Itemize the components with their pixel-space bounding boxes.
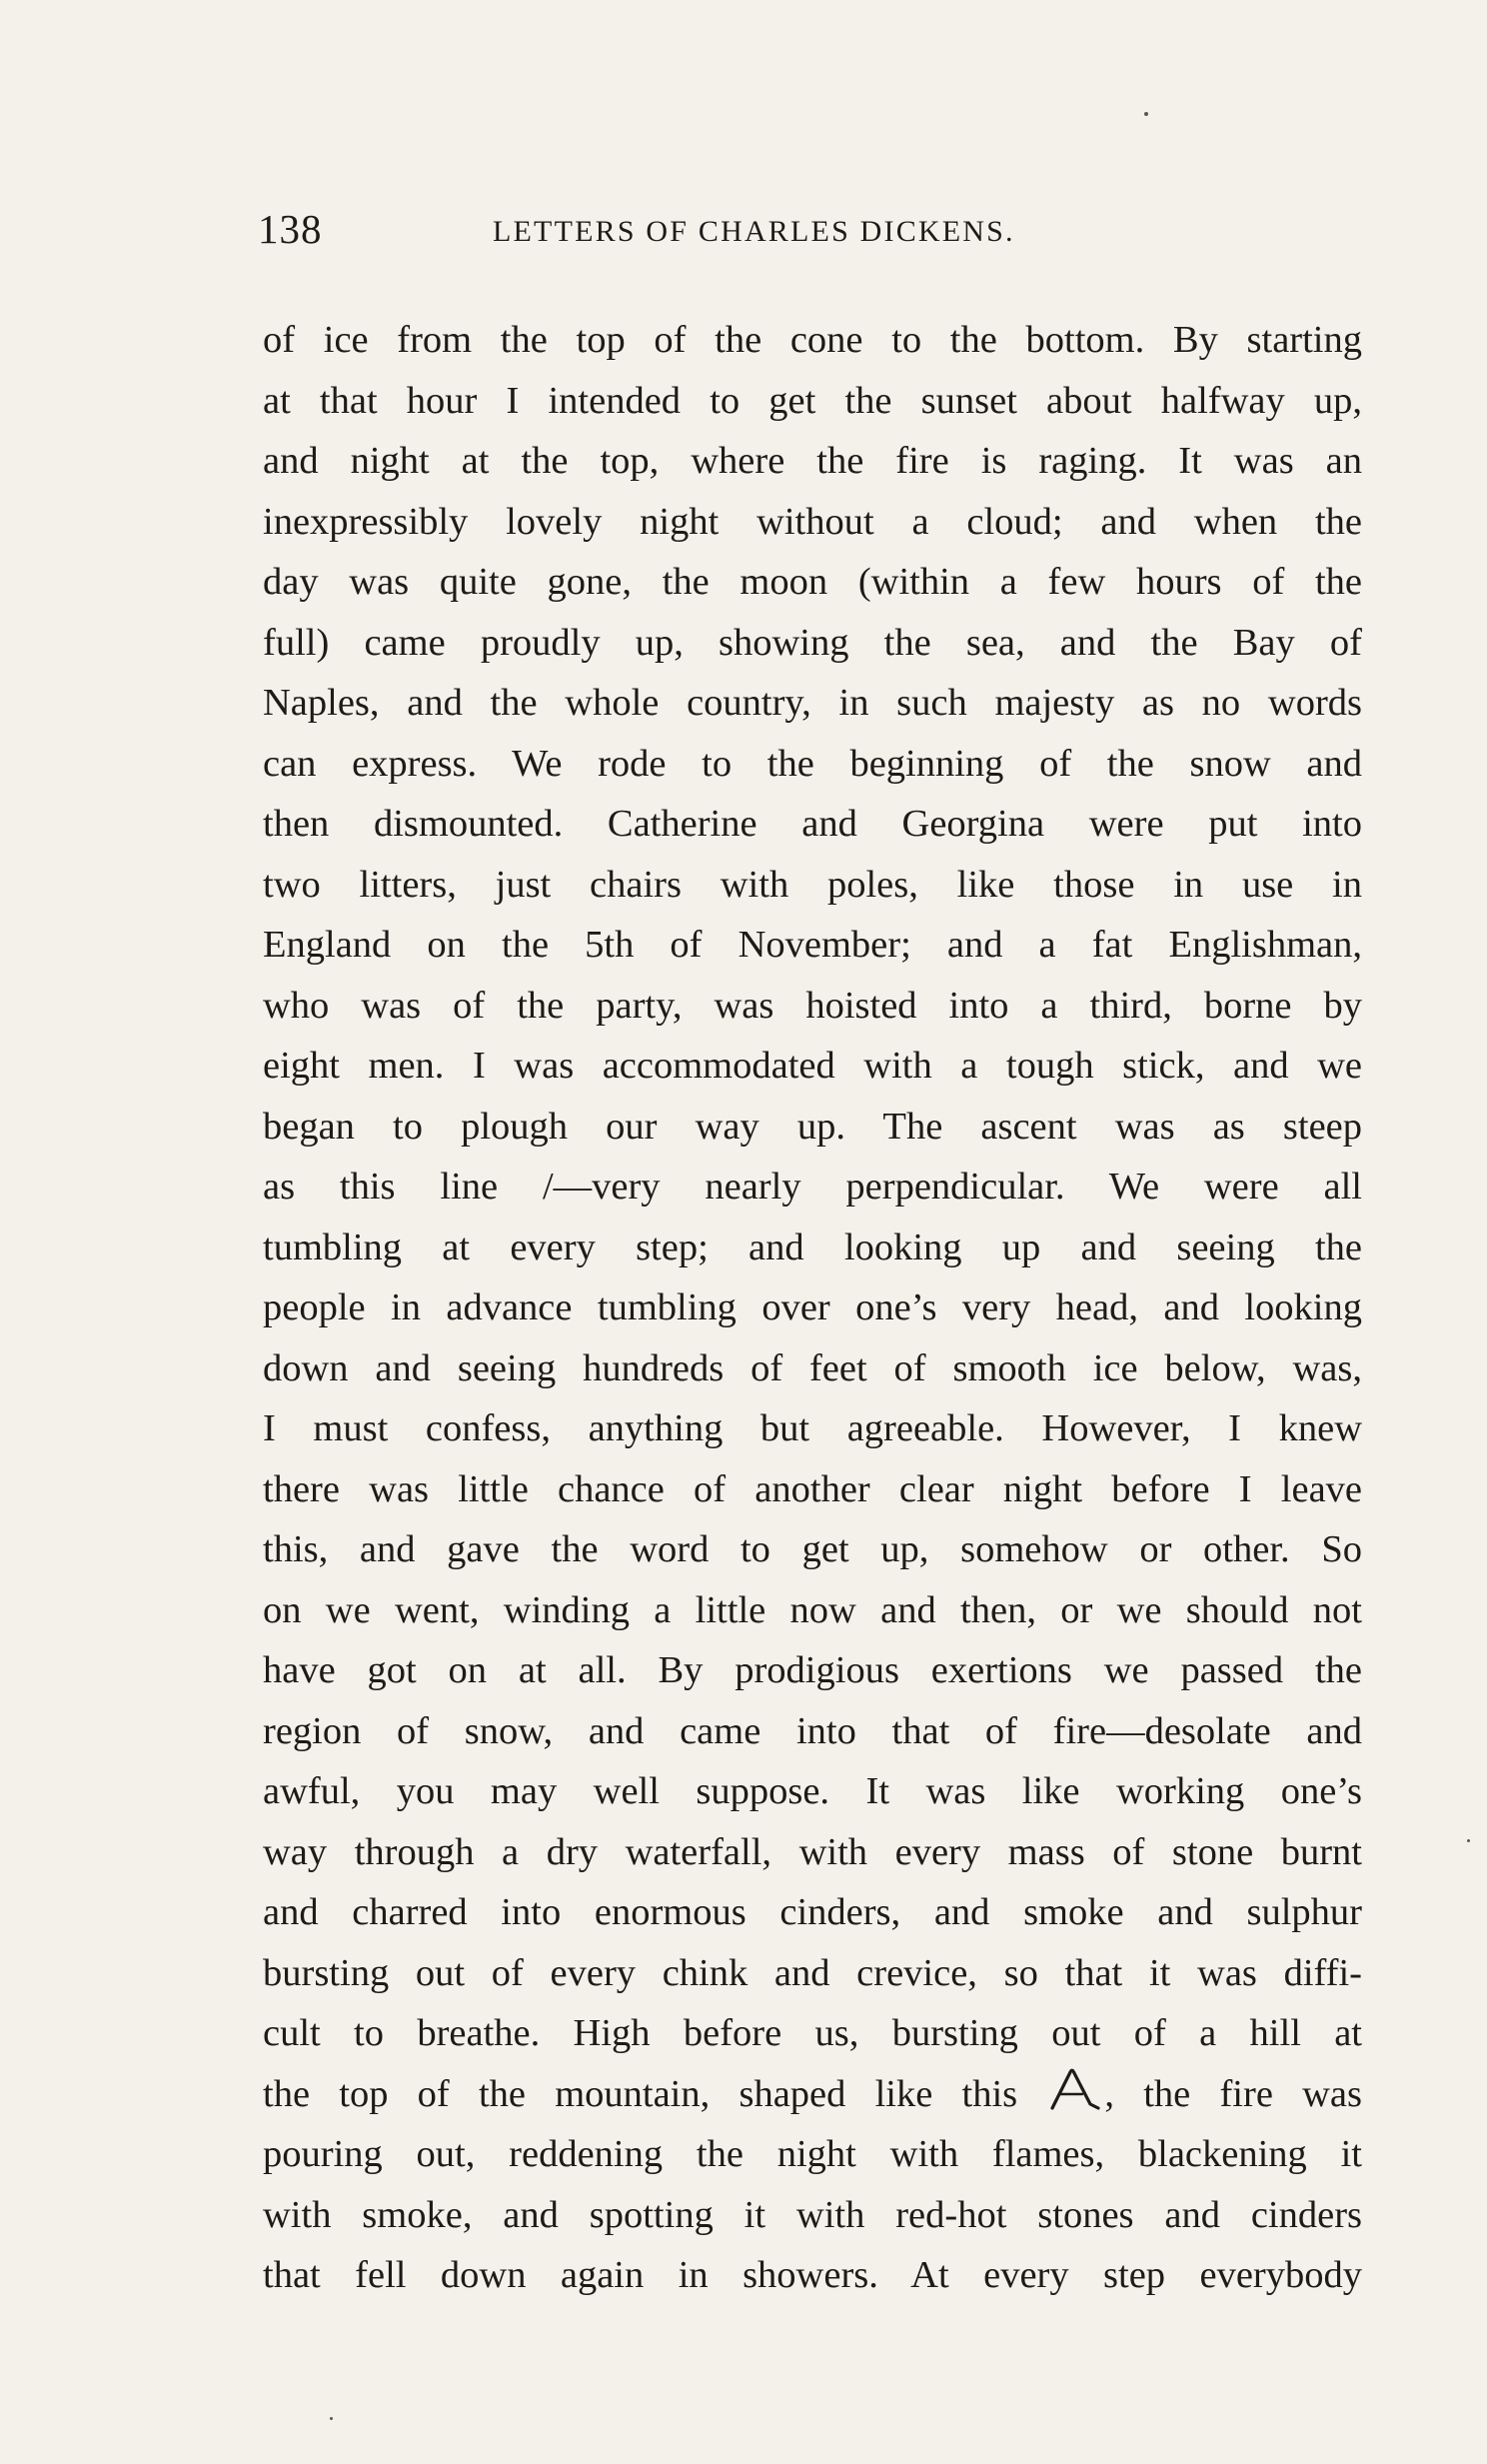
text-line: that fell down again in showers. At every step everybody: [263, 2254, 1362, 2296]
text-line: way through a dry waterfall, with every mass of stone burnt: [263, 1830, 1362, 1873]
text-line: have got on at all. By prodigious exertions we passed the: [263, 1649, 1362, 1691]
text-line: cult to breathe. High before us, bursting out of a hill at: [263, 2012, 1362, 2054]
text-line: inexpressibly lovely night without a cloud; and when the: [263, 500, 1362, 543]
text-line: two litters, just chairs with poles, like those in use in: [263, 863, 1362, 906]
text-line: region of snow, and came into that of fire—desolate and: [263, 1709, 1362, 1752]
text-line: can express. We rode to the beginning of the snow and: [263, 742, 1362, 785]
mountain-line-before: the top of the mountain, shaped like this: [263, 2072, 1018, 2115]
running-head: LETTERS OF CHARLES DICKENS.: [493, 215, 1015, 248]
mountain-shape-icon: [1048, 2066, 1102, 2112]
text-line: began to plough our way up. The ascent was as steep: [263, 1105, 1362, 1148]
text-line: eight men. I was accommodated with a tough stick, and we: [263, 1045, 1362, 1087]
page-header: [258, 205, 1357, 265]
text-line: then dismounted. Catherine and Georgina were put into: [263, 803, 1362, 845]
mountain-line-after: , the fire was: [1104, 2072, 1362, 2115]
text-line: and night at the top, where the fire is raging. It was an: [263, 440, 1362, 482]
text-line: who was of the party, was hoisted into a third, borne by: [263, 984, 1362, 1027]
text-line: as this line /—very nearly perpendicular. We were all: [263, 1166, 1362, 1208]
text-line: at that hour I intended to get the sunset about halfway up,: [263, 379, 1362, 422]
text-line: with smoke, and spotting it with red-hot stones and cinders: [263, 2193, 1362, 2236]
text-line: and charred into enormous cinders, and smoke and sulphur: [263, 1891, 1362, 1933]
text-line: England on the 5th of November; and a fat Englishman,: [263, 924, 1362, 966]
text-line: day was quite gone, the moon (within a few hours of the: [263, 561, 1362, 603]
text-line-with-sketch: [263, 2064, 1362, 2125]
text-line: people in advance tumbling over one’s very head, and looking: [263, 1286, 1362, 1328]
text-line: Naples, and the whole country, in such majesty as no words: [263, 682, 1362, 724]
text-line: bursting out of every chink and crevice, so that it was diffi-: [263, 1951, 1362, 1994]
paper-speck: [330, 2417, 333, 2420]
paper-speck: [1144, 112, 1148, 116]
text-line: there was little chance of another clear night before I leave: [263, 1467, 1362, 1510]
text-line: pouring out, reddening the night with flames, blackening it: [263, 2133, 1362, 2175]
body-text: [263, 310, 1362, 2306]
text-line: this, and gave the word to get up, somehow or other. So: [263, 1528, 1362, 1570]
text-line: I must confess, anything but agreeable. However, I knew: [263, 1407, 1362, 1449]
text-line: down and seeing hundreds of feet of smooth ice below, was,: [263, 1346, 1362, 1389]
text-line: full) came proudly up, showing the sea, and the Bay of: [263, 621, 1362, 664]
text-line: of ice from the top of the cone to the bottom. By starting: [263, 319, 1362, 361]
text-line: tumbling at every step; and looking up and seeing the: [263, 1226, 1362, 1268]
text-line: awful, you may well suppose. It was like working one’s: [263, 1770, 1362, 1812]
text-line: on we went, winding a little now and then, or we should not: [263, 1588, 1362, 1631]
paper-speck: [1467, 1839, 1470, 1842]
page-number: 138: [258, 206, 323, 252]
